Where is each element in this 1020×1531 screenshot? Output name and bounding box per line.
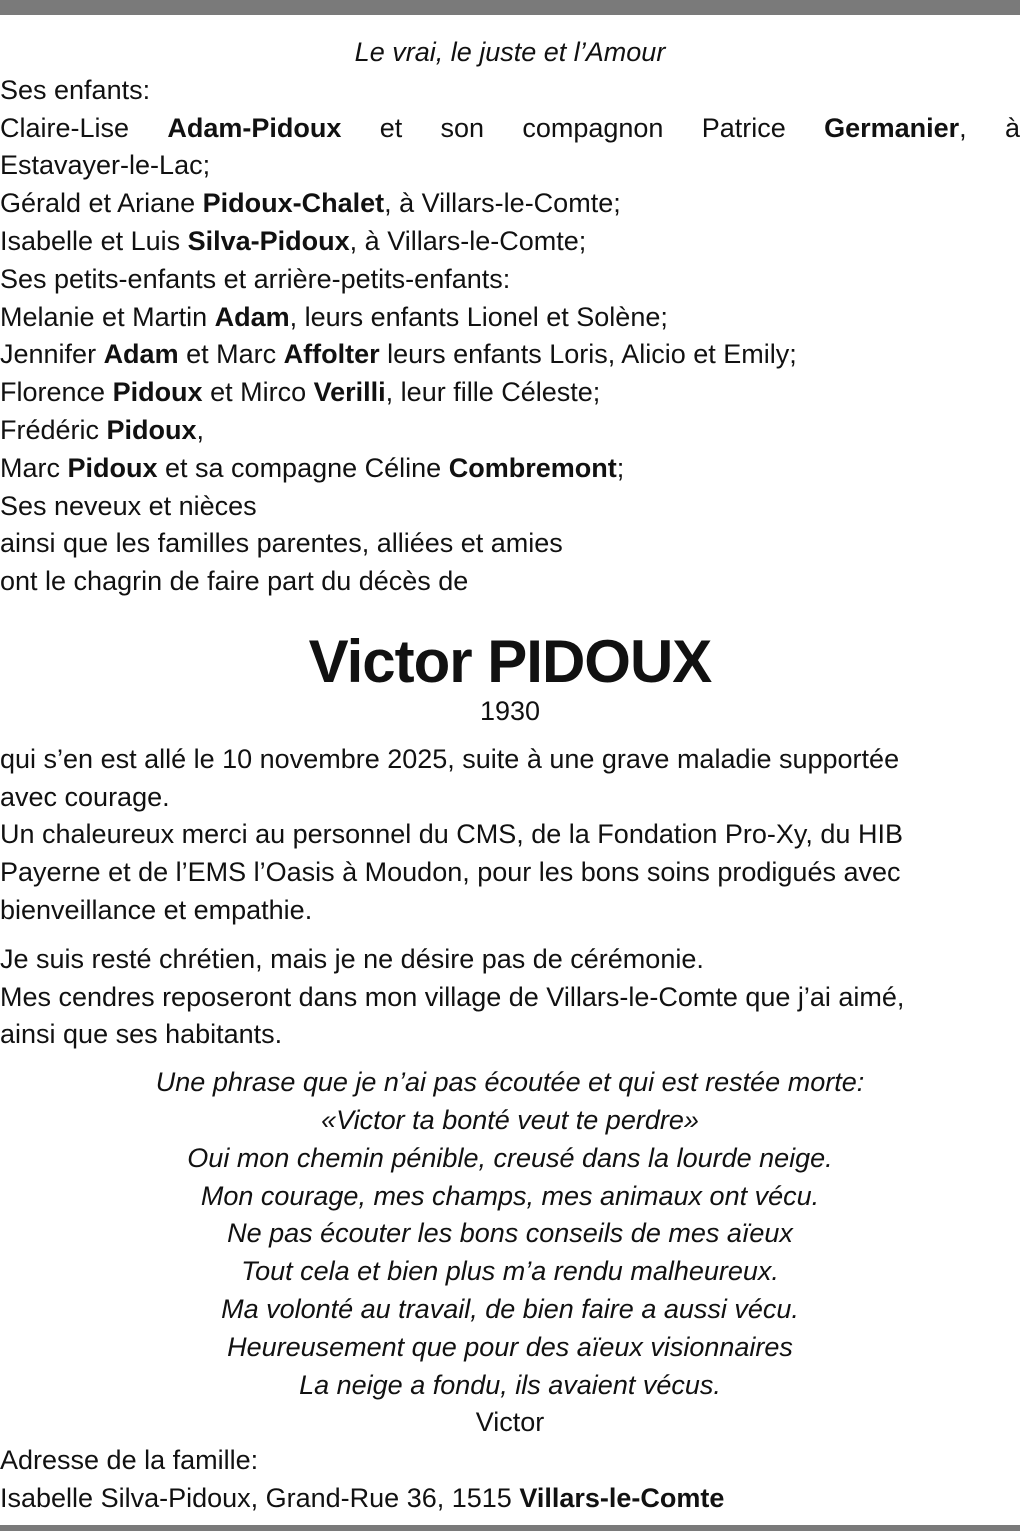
surname: Adam <box>214 301 290 332</box>
poem-line: Oui mon chemin pénible, creusé dans la lourde neige. <box>187 1142 833 1173</box>
poem-line: Mon courage, mes champs, mes animaux ont vécu. <box>200 1180 820 1211</box>
surname: Pidoux <box>106 414 197 445</box>
surname: Verilli <box>313 377 386 408</box>
surname: Affolter <box>283 339 380 370</box>
family-line-gc4: Frédéric Pidoux, <box>0 414 205 445</box>
poem-line: Ma volonté au travail, de bien faire a aussi vécu. <box>221 1293 799 1324</box>
surname: Adam <box>103 339 179 370</box>
poem-line: «Victor ta bonté veut te perdre» <box>321 1104 699 1135</box>
family-line-child1: Claire-Lise Adam-Pidoux et son compagnon Patrice Germanier, à <box>0 112 1020 143</box>
paragraph-thanks <box>0 816 1020 929</box>
relatives-line: ainsi que les familles parentes, alliées et amies <box>0 528 563 559</box>
deceased-year: 1930 <box>479 695 541 726</box>
surname: Pidoux-Chalet <box>202 188 385 219</box>
bottom-rule <box>0 1525 1020 1531</box>
poem-line: Tout cela et bien plus m’a rendu malheureux. <box>241 1256 779 1287</box>
surname: Pidoux <box>112 377 203 408</box>
text-line: avec courage. <box>0 781 170 812</box>
address-line: Isabelle Silva-Pidoux, Grand-Rue 36, 1515 Villars-le-Comte <box>0 1482 725 1513</box>
family-line-child3: Isabelle et Luis Silva-Pidoux, à Villars-le-Comte; <box>0 225 587 256</box>
grandchildren-heading: Ses petits-enfants et arrière-petits-enfants: <box>0 263 511 294</box>
address-heading: Adresse de la famille: <box>0 1445 259 1476</box>
deceased-name: Victor PIDOUX <box>308 627 712 695</box>
motto: Le vrai, le juste et l’Amour <box>354 37 666 67</box>
poem-line: Ne pas écouter les bons conseils de mes aïeux <box>227 1218 793 1249</box>
family-address <box>0 1442 1020 1518</box>
nephews-line: Ses neveux et nièces <box>0 490 257 521</box>
top-rule <box>0 0 1020 15</box>
surname: Adam-Pidoux <box>167 112 342 143</box>
obituary-notice <box>0 34 1020 1518</box>
text-line: Un chaleureux merci au personnel du CMS, de la Fondation Pro-Xy, du HIB <box>0 819 903 850</box>
family-line-child2: Gérald et Ariane Pidoux-Chalet, à Villars-le-Comte; <box>0 188 621 219</box>
text-line: ainsi que ses habitants. <box>0 1019 283 1050</box>
announce-line: ont le chagrin de faire part du décès de <box>0 566 469 597</box>
family-line-child1-cont: Estavayer-le-Lac; <box>0 150 211 181</box>
poem-line: Une phrase que je n’ai pas écoutée et qui est restée morte: <box>155 1067 865 1098</box>
text-line: bienveillance et empathie. <box>0 894 313 925</box>
surname: Combremont <box>448 452 617 483</box>
text-line: Mes cendres reposeront dans mon village de Villars-le-Comte que j’ai aimé, <box>0 981 905 1012</box>
address-locality: Villars-le-Comte <box>519 1482 725 1513</box>
text-line: Je suis resté chrétien, mais je ne désire pas de cérémonie. <box>0 943 704 974</box>
family-line-gc3: Florence Pidoux et Mirco Verilli, leur fille Céleste; <box>0 377 601 408</box>
text-line: qui s’en est allé le 10 novembre 2025, suite à une grave maladie supportée <box>0 743 900 774</box>
text-line: Payerne et de l’EMS l’Oasis à Moudon, pour les bons soins prodigués avec <box>0 857 901 888</box>
family-line-gc2: Jennifer Adam et Marc Affolter leurs enfants Loris, Alicio et Emily; <box>0 339 797 370</box>
paragraph-passing <box>0 741 1020 817</box>
surname: Pidoux <box>67 452 158 483</box>
poem-signature: Victor <box>475 1407 545 1438</box>
family-line-gc1: Melanie et Martin Adam, leurs enfants Lionel et Solène; <box>0 301 668 332</box>
family-line-gc5: Marc Pidoux et sa compagne Céline Combremont; <box>0 452 625 483</box>
poem <box>0 1064 1020 1442</box>
poem-line: La neige a fondu, ils avaient vécus. <box>299 1369 721 1400</box>
children-heading: Ses enfants: <box>0 74 151 105</box>
surname: Silva-Pidoux <box>187 225 350 256</box>
poem-line: Heureusement que pour des aïeux visionnaires <box>227 1331 793 1362</box>
paragraph-wishes <box>0 941 1020 1054</box>
surname: Germanier <box>824 112 960 143</box>
